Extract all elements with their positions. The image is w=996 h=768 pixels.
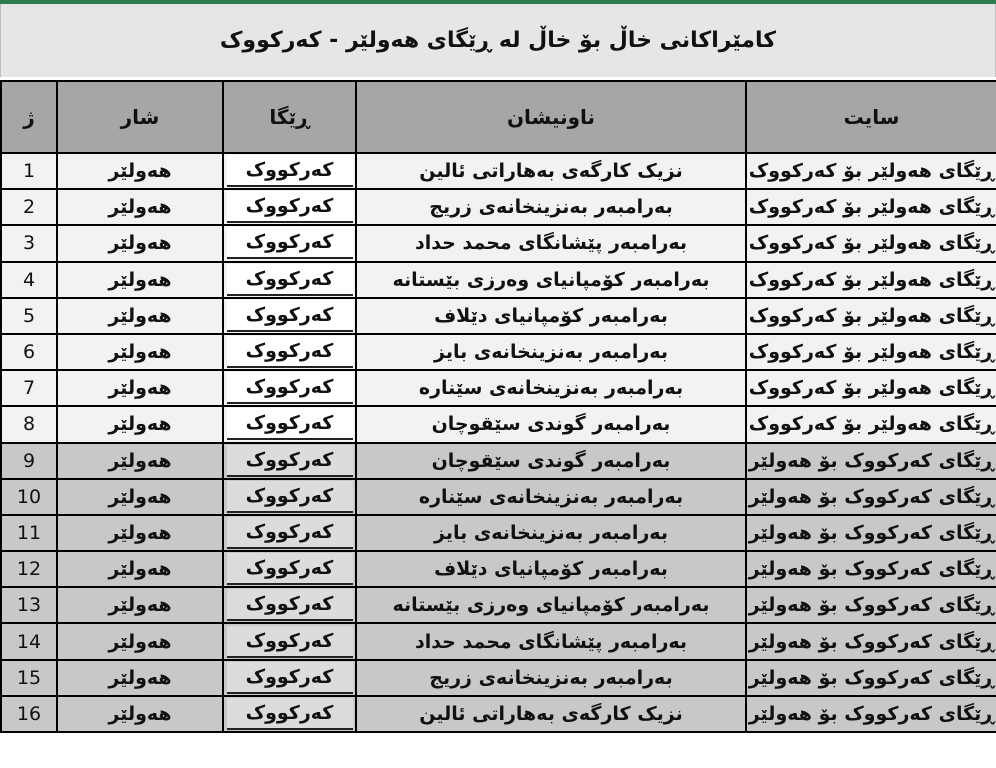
row-city: هەولێر <box>57 370 223 406</box>
row-road-cell <box>223 189 356 225</box>
row-city: هەولێر <box>57 262 223 298</box>
row-city: هەولێر <box>57 334 223 370</box>
row-address: بەرامبەر گوندی سێقوچان <box>356 443 746 479</box>
table-row <box>1 189 996 225</box>
row-city: هەولێر <box>57 515 223 551</box>
header-address: ناونیشان <box>356 81 746 153</box>
row-number: 7 <box>1 370 57 406</box>
row-site: ڕێگای کەرکووک بۆ هەولێر <box>746 696 996 732</box>
row-city: هەولێر <box>57 443 223 479</box>
row-address: نزیک کارگەی بەهاراتی ئالین <box>356 696 746 732</box>
row-road: کەرکووک <box>227 372 353 404</box>
row-site: ڕێگای کەرکووک بۆ هەولێر <box>746 587 996 623</box>
row-site: ڕێگای هەولێر بۆ کەرکووک <box>746 262 996 298</box>
row-address: بەرامبەر کۆمپانیای دێلاف <box>356 298 746 334</box>
row-site: ڕێگای هەولێر بۆ کەرکووک <box>746 153 996 189</box>
table-row <box>1 479 996 515</box>
row-address: بەرامبەر بەنزینخانەی سێنارە <box>356 370 746 406</box>
camera-table <box>0 80 996 733</box>
row-city: هەولێر <box>57 189 223 225</box>
table-row <box>1 515 996 551</box>
row-site: ڕێگای هەولێر بۆ کەرکووک <box>746 334 996 370</box>
row-road: کەرکووک <box>227 517 353 549</box>
row-road: کەرکووک <box>227 336 353 368</box>
row-road: کەرکووک <box>227 445 353 477</box>
row-city: هەولێر <box>57 479 223 515</box>
row-address: بەرامبەر بەنزینخانەی بایز <box>356 515 746 551</box>
row-site: ڕێگای هەولێر بۆ کەرکووک <box>746 189 996 225</box>
table-row <box>1 298 996 334</box>
row-number: 3 <box>1 225 57 261</box>
row-road: کەرکووک <box>227 626 353 658</box>
row-address: نزیک کارگەی بەهاراتی ئالین <box>356 153 746 189</box>
page-title: کامێراکانی خاڵ بۆ خاڵ لە ڕێگای هەولێر - کەرکووک <box>0 4 996 77</box>
header-number: ژ <box>1 81 57 153</box>
row-number: 5 <box>1 298 57 334</box>
row-city: هەولێر <box>57 551 223 587</box>
row-address: بەرامبەر کۆمپانیای دێلاف <box>356 551 746 587</box>
table-row <box>1 153 996 189</box>
row-city: هەولێر <box>57 153 223 189</box>
row-road-cell <box>223 587 356 623</box>
row-city: هەولێر <box>57 623 223 659</box>
table-row <box>1 225 996 261</box>
row-number: 1 <box>1 153 57 189</box>
row-number: 16 <box>1 696 57 732</box>
row-road: کەرکووک <box>227 698 353 730</box>
row-number: 13 <box>1 587 57 623</box>
table-row <box>1 660 996 696</box>
table-row <box>1 587 996 623</box>
row-number: 4 <box>1 262 57 298</box>
row-site: ڕێگای کەرکووک بۆ هەولێر <box>746 443 996 479</box>
row-city: هەولێر <box>57 696 223 732</box>
row-number: 12 <box>1 551 57 587</box>
header-city: شار <box>57 81 223 153</box>
row-address: بەرامبەر بەنزینخانەی بایز <box>356 334 746 370</box>
row-road-cell <box>223 623 356 659</box>
row-road: کەرکووک <box>227 589 353 621</box>
row-number: 14 <box>1 623 57 659</box>
row-site: ڕێگای کەرکووک بۆ هەولێر <box>746 623 996 659</box>
table-row <box>1 443 996 479</box>
table-row <box>1 551 996 587</box>
row-number: 9 <box>1 443 57 479</box>
table-row <box>1 406 996 442</box>
row-address: بەرامبەر بەنزینخانەی سێنارە <box>356 479 746 515</box>
header-row <box>1 81 996 153</box>
table-row <box>1 623 996 659</box>
row-road-cell <box>223 334 356 370</box>
row-address: بەرامبەر کۆمپانیای وەرزی بێستانە <box>356 587 746 623</box>
row-city: هەولێر <box>57 225 223 261</box>
header-site: سایت <box>746 81 996 153</box>
row-site: ڕێگای کەرکووک بۆ هەولێر <box>746 551 996 587</box>
row-road: کەرکووک <box>227 227 353 259</box>
row-road: کەرکووک <box>227 155 353 187</box>
row-road-cell <box>223 551 356 587</box>
row-site: ڕێگای کەرکووک بۆ هەولێر <box>746 660 996 696</box>
row-address: بەرامبەر پێشانگای محمد حداد <box>356 623 746 659</box>
row-road-cell <box>223 696 356 732</box>
row-number: 11 <box>1 515 57 551</box>
row-number: 6 <box>1 334 57 370</box>
row-road-cell <box>223 515 356 551</box>
row-site: ڕێگای هەولێر بۆ کەرکووک <box>746 406 996 442</box>
row-address: بەرامبەر کۆمپانیای وەرزی بێستانە <box>356 262 746 298</box>
table-row <box>1 370 996 406</box>
row-address: بەرامبەر بەنزینخانەی زریج <box>356 660 746 696</box>
row-road-cell <box>223 153 356 189</box>
row-road-cell <box>223 660 356 696</box>
row-road-cell <box>223 298 356 334</box>
row-address: بەرامبەر پێشانگای محمد حداد <box>356 225 746 261</box>
row-city: هەولێر <box>57 298 223 334</box>
row-address: بەرامبەر بەنزینخانەی زریج <box>356 189 746 225</box>
row-road: کەرکووک <box>227 408 353 440</box>
row-road: کەرکووک <box>227 300 353 332</box>
row-road-cell <box>223 479 356 515</box>
row-road: کەرکووک <box>227 481 353 513</box>
row-road: کەرکووک <box>227 264 353 296</box>
row-number: 15 <box>1 660 57 696</box>
row-city: هەولێر <box>57 587 223 623</box>
row-number: 10 <box>1 479 57 515</box>
row-road-cell <box>223 225 356 261</box>
row-site: ڕێگای هەولێر بۆ کەرکووک <box>746 370 996 406</box>
row-address: بەرامبەر گوندی سێقوچان <box>356 406 746 442</box>
row-site: ڕێگای کەرکووک بۆ هەولێر <box>746 515 996 551</box>
row-road: کەرکووک <box>227 191 353 223</box>
row-road-cell <box>223 262 356 298</box>
row-site: ڕێگای کەرکووک بۆ هەولێر <box>746 479 996 515</box>
row-road-cell <box>223 406 356 442</box>
table-row <box>1 334 996 370</box>
table-row <box>1 696 996 732</box>
row-city: هەولێر <box>57 406 223 442</box>
row-road: کەرکووک <box>227 662 353 694</box>
header-road: ڕێگا <box>223 81 356 153</box>
row-road-cell <box>223 370 356 406</box>
row-road: کەرکووک <box>227 553 353 585</box>
row-number: 8 <box>1 406 57 442</box>
table-row <box>1 262 996 298</box>
row-city: هەولێر <box>57 660 223 696</box>
row-site: ڕێگای هەولێر بۆ کەرکووک <box>746 298 996 334</box>
row-site: ڕێگای هەولێر بۆ کەرکووک <box>746 225 996 261</box>
row-road-cell <box>223 443 356 479</box>
row-number: 2 <box>1 189 57 225</box>
